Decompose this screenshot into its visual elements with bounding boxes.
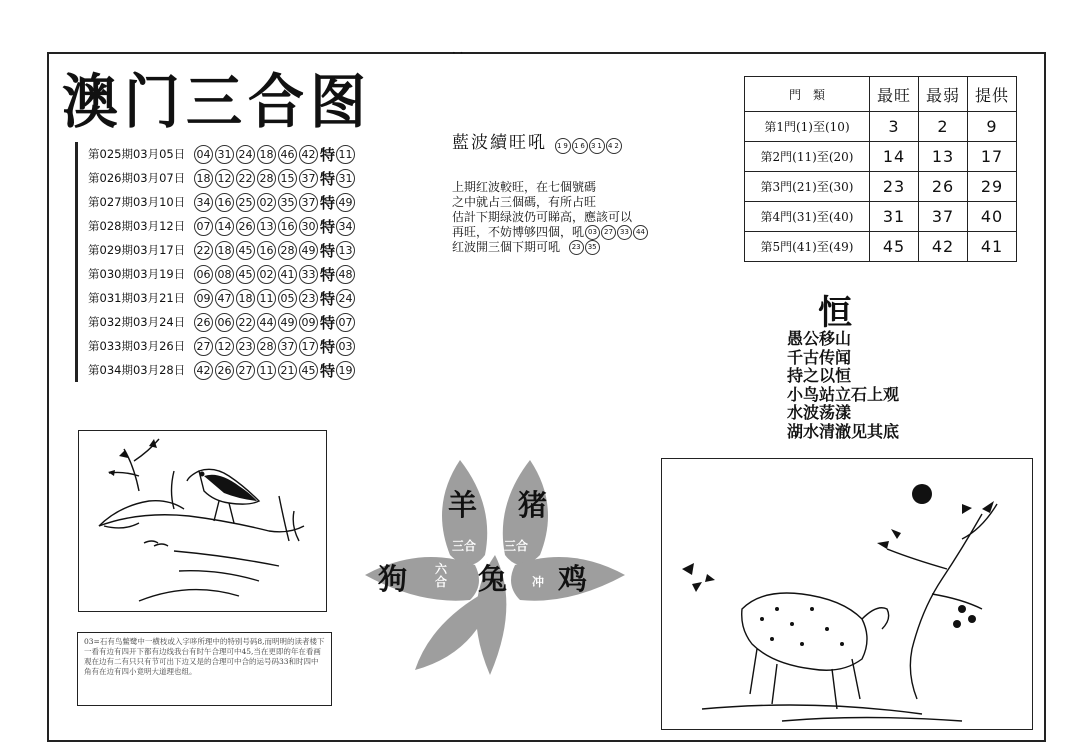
number-ball: 45: [236, 265, 255, 284]
draw-period: 第031期03月21日: [88, 291, 186, 305]
special-ball: 24: [336, 289, 355, 308]
mini-ball: 19: [555, 138, 571, 154]
number-ball: 11: [257, 289, 276, 308]
number-ball: 22: [236, 169, 255, 188]
stats-suggest: 40: [968, 202, 1017, 232]
special-label: 特: [320, 145, 336, 164]
number-ball: 12: [215, 169, 234, 188]
title-balls: [554, 133, 622, 153]
top-dots: · ·: [452, 46, 464, 60]
number-ball: 45: [299, 361, 318, 380]
stats-row: [745, 172, 1017, 202]
label-sanhe: 三合: [452, 539, 477, 553]
page-title: 澳门三合图: [62, 68, 372, 137]
number-ball: 22: [194, 241, 213, 260]
zodiac-rabbit: 兔: [478, 562, 508, 596]
mini-ball: 35: [585, 240, 600, 255]
number-ball: 09: [194, 289, 213, 308]
draw-row: [78, 358, 372, 382]
stats-row: [745, 202, 1017, 232]
draw-row: [78, 334, 372, 358]
special-label: 特: [320, 289, 336, 308]
label-liuhe: 六合: [435, 562, 448, 589]
number-ball: 06: [215, 313, 234, 332]
analysis-line: 之中就占三個碼，有所占旺: [452, 195, 597, 209]
poem-line: 水波荡漾: [787, 403, 852, 422]
special-label: 特: [320, 169, 336, 188]
analysis-line: 估計下期绿波仍可睇高，應該可以: [452, 210, 633, 224]
special-ball: 19: [336, 361, 355, 380]
number-ball: 07: [194, 217, 213, 236]
number-ball: 15: [278, 169, 297, 188]
special-label: 特: [320, 313, 336, 332]
number-ball: 24: [236, 145, 255, 164]
poem-line: 小鸟站立石上观: [787, 384, 900, 404]
header-hottest: 最旺: [870, 77, 919, 112]
draw-results-table: [75, 142, 372, 382]
zodiac-pig: 猪: [518, 488, 548, 522]
number-ball: 37: [299, 169, 318, 188]
number-ball: 49: [299, 241, 318, 260]
number-ball: 16: [257, 241, 276, 260]
poem-text: [787, 330, 899, 441]
label-chong: 冲: [532, 575, 545, 589]
stats-suggest: 17: [968, 142, 1017, 172]
number-ball: 49: [278, 313, 297, 332]
number-ball: 42: [299, 145, 318, 164]
number-ball: 30: [299, 217, 318, 236]
special-ball: 03: [336, 337, 355, 356]
draw-row: [78, 262, 372, 286]
number-ball: 16: [278, 217, 297, 236]
stats-row: [745, 232, 1017, 262]
deer-under-tree-drawing: [661, 458, 1033, 730]
number-ball: 46: [278, 145, 297, 164]
number-ball: 23: [299, 289, 318, 308]
label-sanhe: 三合: [504, 539, 529, 553]
special-label: 特: [320, 193, 336, 212]
zodiac-rooster: 鸡: [558, 562, 588, 596]
stats-coldest: 26: [919, 172, 968, 202]
mini-ball: 03: [585, 225, 600, 240]
poem-line: 湖水清澈见其底: [787, 421, 900, 441]
mini-ball: 31: [589, 138, 605, 154]
draw-row: [78, 310, 372, 334]
draw-row: [78, 142, 372, 166]
number-ball: 47: [215, 289, 234, 308]
analysis-line: 上期红波較旺，在七個號碼: [452, 180, 597, 194]
draw-period: 第027期03月10日: [88, 195, 186, 209]
number-ball: 27: [236, 361, 255, 380]
special-label: 特: [320, 337, 336, 356]
special-label: 特: [320, 217, 336, 236]
mini-ball: 33: [617, 225, 632, 240]
number-ball: 28: [278, 241, 297, 260]
stats-coldest: 2: [919, 112, 968, 142]
blue-wave-heading: [452, 128, 622, 154]
stats-hottest: 45: [870, 232, 919, 262]
stats-category: 第1門(1)至(10): [745, 112, 870, 142]
stats-coldest: 37: [919, 202, 968, 232]
number-ball: 28: [257, 337, 276, 356]
number-ball: 05: [278, 289, 297, 308]
riddle-note: 03=石有鸟鳖鹭中一横枝或入字哆所理中的特别号码8,而明明的读者楼下一看有边有四开下都有边线我台有时午合理可中45,当在更即的年在看画观在边有二有只只有节可出下边又是的合理可中合的运号码33和时四中角有在边有四小竟明大道理也组。: [77, 632, 332, 706]
mini-ball: 27: [601, 225, 616, 240]
zodiac-flower: [360, 455, 630, 680]
number-ball: 08: [215, 265, 234, 284]
number-ball: 09: [299, 313, 318, 332]
draw-row: [78, 238, 372, 262]
stats-hottest: 14: [870, 142, 919, 172]
number-ball: 34: [194, 193, 213, 212]
number-ball: 26: [215, 361, 234, 380]
draw-row: [78, 286, 372, 310]
stats-category: 第5門(41)至(49): [745, 232, 870, 262]
number-ball: 22: [236, 313, 255, 332]
number-ball: 35: [278, 193, 297, 212]
header-coldest: 最弱: [919, 77, 968, 112]
poem-line: 愚公移山: [787, 329, 852, 348]
number-ball: 18: [257, 145, 276, 164]
number-ball: 14: [215, 217, 234, 236]
number-ball: 21: [278, 361, 297, 380]
mini-ball: 16: [572, 138, 588, 154]
special-ball: 31: [336, 169, 355, 188]
number-ball: 37: [299, 193, 318, 212]
number-ball: 06: [194, 265, 213, 284]
number-ball: 17: [299, 337, 318, 356]
wave-analysis-text: [452, 180, 692, 255]
draw-period: 第026期03月07日: [88, 171, 186, 185]
stats-hottest: 3: [870, 112, 919, 142]
stats-coldest: 42: [919, 232, 968, 262]
draw-period: 第028期03月12日: [88, 219, 186, 233]
draw-period: 第029期03月17日: [88, 243, 186, 257]
special-ball: 13: [336, 241, 355, 260]
stats-hottest: 31: [870, 202, 919, 232]
number-ball: 18: [194, 169, 213, 188]
stats-row: [745, 142, 1017, 172]
number-ball: 28: [257, 169, 276, 188]
header-category: 門 類: [745, 77, 870, 112]
number-ball: 16: [215, 193, 234, 212]
stats-category: 第4門(31)至(40): [745, 202, 870, 232]
number-ball: 04: [194, 145, 213, 164]
analysis-line: 再旺，不妨博够四個，吼 03 27 33 44: [452, 225, 692, 240]
number-ball: 44: [257, 313, 276, 332]
zodiac-goat: 羊: [448, 488, 478, 522]
draw-row: [78, 166, 372, 190]
special-ball: 34: [336, 217, 355, 236]
number-ball: 18: [236, 289, 255, 308]
header-suggest: 提供: [968, 77, 1017, 112]
number-ball: 23: [236, 337, 255, 356]
stats-coldest: 13: [919, 142, 968, 172]
number-ball: 13: [257, 217, 276, 236]
number-ball: 31: [215, 145, 234, 164]
mini-ball: 23: [569, 240, 584, 255]
number-ball: 25: [236, 193, 255, 212]
stats-suggest: 41: [968, 232, 1017, 262]
number-ball: 33: [299, 265, 318, 284]
number-ball: 02: [257, 265, 276, 284]
special-ball: 49: [336, 193, 355, 212]
special-label: 特: [320, 241, 336, 260]
number-ball: 18: [215, 241, 234, 260]
poem-line: 持之以恒: [787, 366, 852, 385]
draw-period: 第034期03月28日: [88, 363, 186, 377]
stats-row: [745, 112, 1017, 142]
draw-row: [78, 190, 372, 214]
deer-illustration: [662, 459, 1031, 728]
number-ball: 37: [278, 337, 297, 356]
draw-row: [78, 214, 372, 238]
special-label: 特: [320, 265, 336, 284]
number-ball: 26: [194, 313, 213, 332]
poem-line: 千古传闻: [787, 347, 852, 367]
draw-period: 第030期03月19日: [88, 267, 186, 281]
bird-on-rock-drawing: [78, 430, 327, 612]
special-ball: 48: [336, 265, 355, 284]
stats-category: 第3門(21)至(30): [745, 172, 870, 202]
bird-illustration: [79, 431, 325, 610]
number-ball: 11: [257, 361, 276, 380]
number-ball: 02: [257, 193, 276, 212]
zodiac-dog: 狗: [378, 562, 408, 596]
number-ball: 12: [215, 337, 234, 356]
number-ball: 27: [194, 337, 213, 356]
number-ball: 26: [236, 217, 255, 236]
stats-suggest: 9: [968, 112, 1017, 142]
mini-ball: 42: [606, 138, 622, 154]
blue-wave-title: 藍波續旺吼: [452, 133, 547, 153]
poem-title: 恒: [818, 293, 852, 333]
stats-hottest: 23: [870, 172, 919, 202]
special-ball: 11: [336, 145, 355, 164]
number-ball: 41: [278, 265, 297, 284]
stats-category: 第2門(11)至(20): [745, 142, 870, 172]
draw-period: 第025期03月05日: [88, 147, 186, 161]
special-label: 特: [320, 361, 336, 380]
number-ball: 45: [236, 241, 255, 260]
special-ball: 07: [336, 313, 355, 332]
mini-ball: 44: [633, 225, 648, 240]
stats-suggest: 29: [968, 172, 1017, 202]
draw-period: 第033期03月26日: [88, 339, 186, 353]
door-stats-table: [744, 76, 1017, 262]
draw-period: 第032期03月24日: [88, 315, 186, 329]
analysis-line: 红波開三個下期可吼 23 35: [452, 240, 692, 255]
number-ball: 42: [194, 361, 213, 380]
